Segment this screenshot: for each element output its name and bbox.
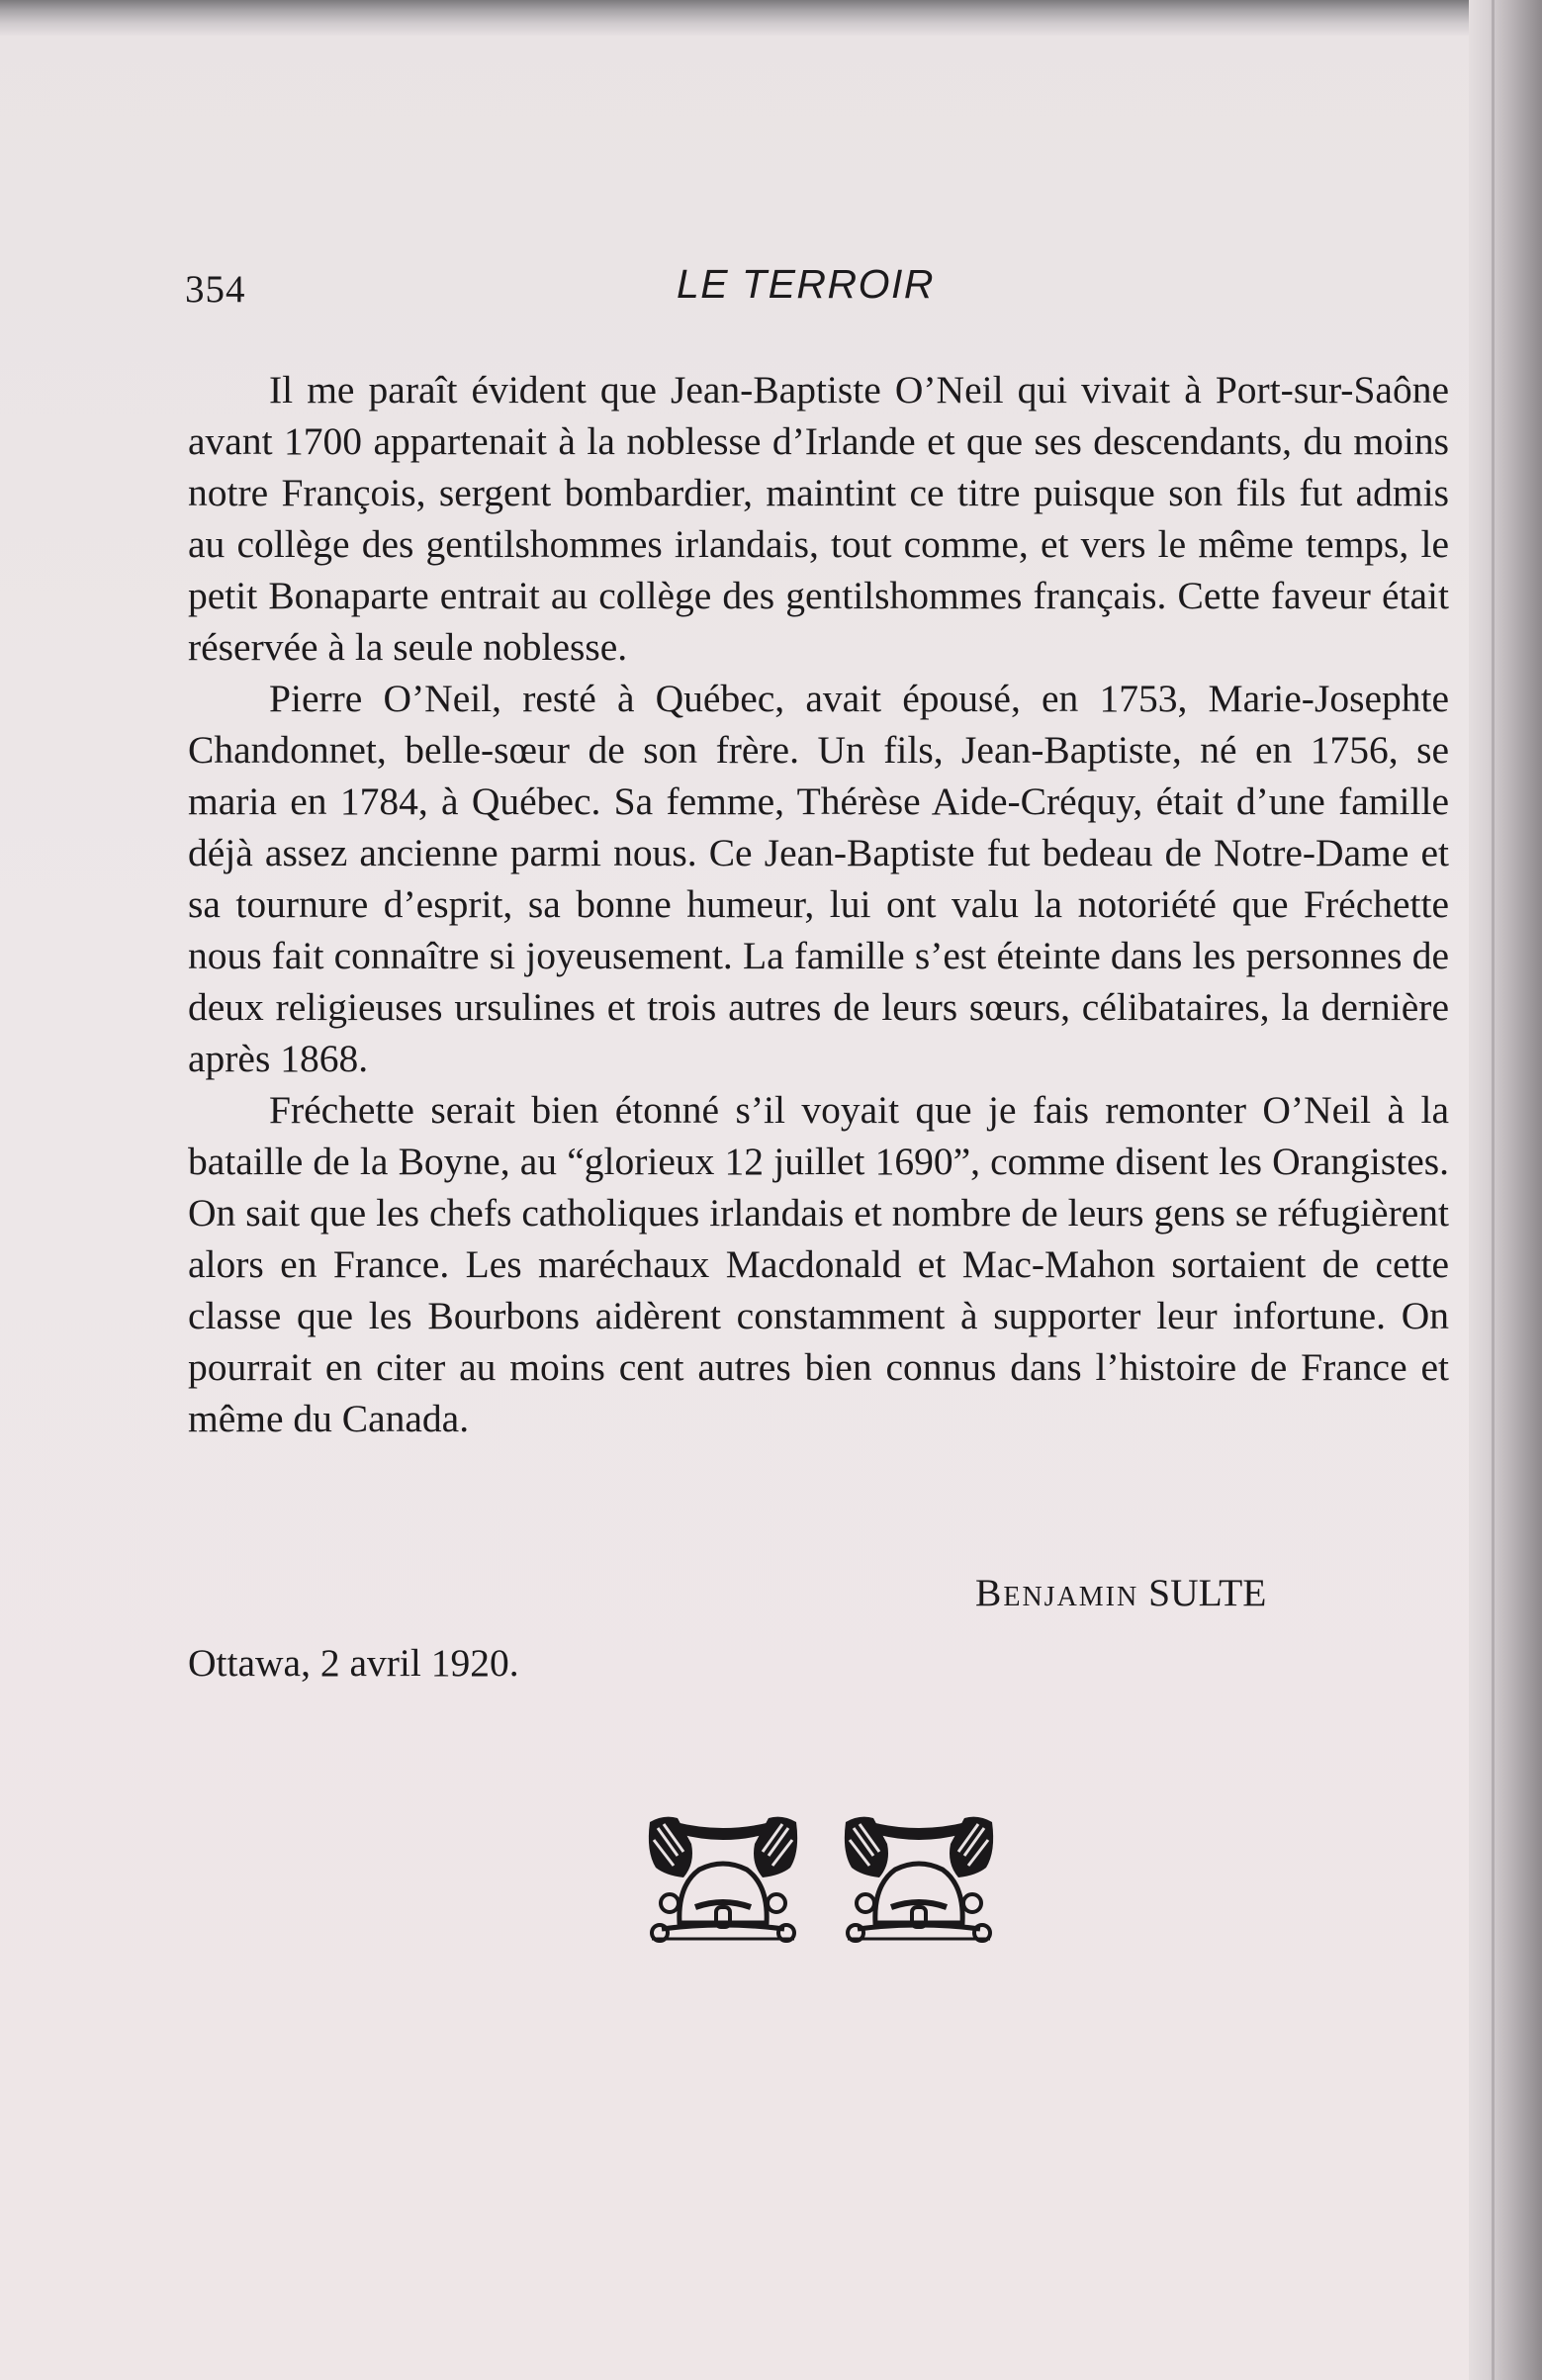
page-number: 354 <box>185 268 246 311</box>
page-right-edge <box>1469 0 1542 2380</box>
paragraph: Fréchette serait bien étonné s’il voyait que je fais remonter O’Neil à la bataille de la Boyne, au “glorieux 12 juillet 1690”, comme disent les Orangistes. On sait que les chefs catholiques irlandais et nombre de leurs gens se réfugièrent alors en France. Les maréchaux Macdonald et Mac-Mahon sortaient de cette classe que les Bourbons aidèrent constamment à supporter leur infortune. On pourrait en citer au moins cent autres bien connus dans l’histoire de France et même du Canada. <box>188 1088 1449 1440</box>
paragraph: Pierre O’Neil, resté à Québec, avait épousé, en 1753, Marie-Josephte Chandonnet, belle-sœur de son frère. Un fils, Jean-Baptiste, né en 1756, se maria en 1784, à Québec. Sa femme, Thérèse Aide-Créquy, était d’une famille déjà assez ancienne parmi nous. Ce Jean-Baptiste fut bedeau de Notre-Dame et sa tournure d’esprit, sa bonne humeur, lui ont valu la notoriété que Fréchette nous fait connaître si joyeusement. La famille s’est éteinte dans les personnes de deux religieuses ursulines et trois autres de leurs sœurs, célibataires, la dernière après 1868. <box>188 677 1449 1080</box>
paragraph: Il me paraît évident que Jean-Baptiste O’Neil qui vivait à Port-sur-Saône avant 1700 appartenait à la noblesse d’Irlande et que ses descendants, du moins notre François, sergent bombardier, maintint ce titre puisque son fils fut admis au collège des gentilshommes irlandais, tout comme, et vers le même temps, le petit Bonaparte entrait au collège des gentilshommes français. Cette faveur était réservée à la seule noblesse. <box>188 368 1449 669</box>
page-header <box>185 259 1446 319</box>
author-last-name: SULTE <box>1148 1571 1267 1614</box>
author-signature <box>975 1570 1266 1615</box>
dateline: Ottawa, 2 avril 1920. <box>188 1641 519 1685</box>
page-top-edge <box>0 0 1542 36</box>
author-first-name: Benjamin <box>975 1571 1139 1614</box>
binding-shadow <box>1492 0 1495 2380</box>
article-body <box>188 364 1449 1444</box>
bell-ornament-icon <box>644 1802 1000 1963</box>
running-title: LE TERROIR <box>677 261 936 307</box>
